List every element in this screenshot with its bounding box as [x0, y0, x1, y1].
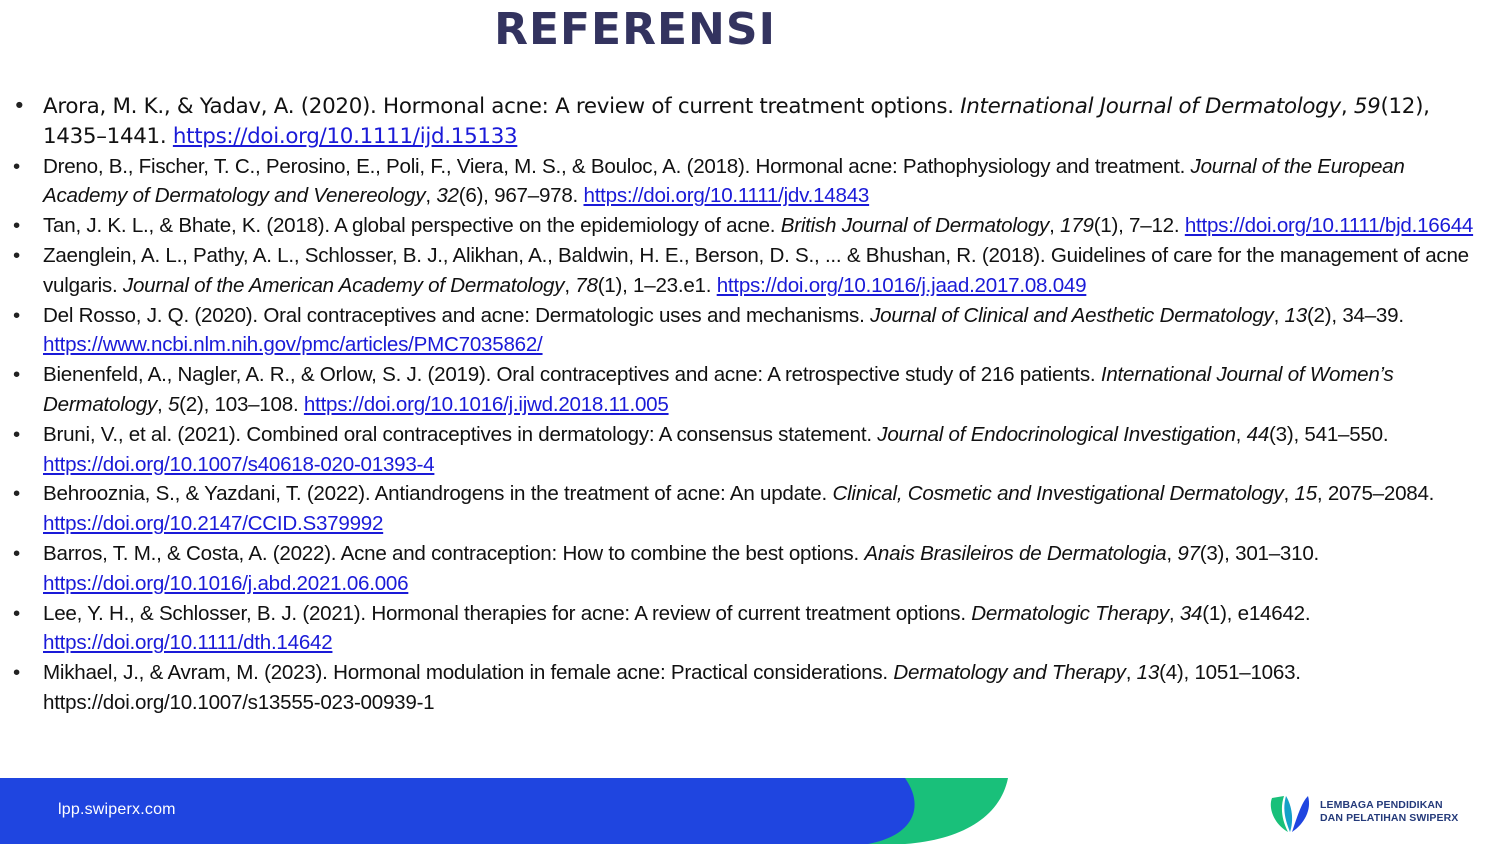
reference-volume: 44 — [1246, 422, 1270, 446]
reference-item — [13, 301, 1491, 361]
reference-separator: , — [1166, 541, 1178, 565]
reference-separator: , — [1168, 601, 1180, 625]
footer-url[interactable]: lpp.swiperx.com — [58, 801, 176, 818]
reference-journal: International Journal of Women’s Dermatology — [43, 363, 1394, 416]
reference-item — [13, 479, 1491, 539]
reference-journal: Journal of Endocrinological Investigation — [877, 422, 1236, 446]
reference-citation-text: Mikhael, J., & Avram, M. (2023). Hormonal modulation in female acne: Practical considerations. — [43, 661, 894, 685]
reference-volume: 78 — [575, 273, 598, 297]
reference-doi-link[interactable]: https://www.ncbi.nlm.nih.gov/pmc/articles/PMC7035862/ — [43, 333, 543, 357]
reference-citation-text: Dreno, B., Fischer, T. C., Perosino, E., Poli, F., Viera, M. S., & Bouloc, A. (2018). Hormonal acne: Pathophysiology and treatment. — [43, 154, 1191, 178]
reference-item — [13, 241, 1491, 301]
reference-separator: , — [1235, 422, 1247, 446]
reference-item — [13, 211, 1491, 241]
reference-doi-link[interactable]: https://doi.org/10.1016/j.abd.2021.06.006 — [43, 571, 409, 595]
reference-separator: , — [1273, 303, 1285, 327]
reference-separator: , — [157, 392, 168, 416]
reference-item — [13, 539, 1491, 599]
reference-doi-link[interactable]: https://doi.org/10.1111/dth.14642 — [43, 631, 333, 655]
reference-citation-text: Tan, J. K. L., & Bhate, K. (2018). A global perspective on the epidemiology of acne. — [43, 214, 781, 238]
reference-volume: 34 — [1179, 601, 1203, 625]
reference-volume: 97 — [1177, 541, 1200, 565]
reference-separator: , — [1125, 661, 1137, 685]
logo-text-line2: DAN PELATIHAN SWIPERX — [1320, 812, 1459, 824]
reference-citation-text: Barros, T. M., & Costa, A. (2022). Acne and contraception: How to combine the best options. — [43, 541, 865, 565]
reference-journal: Journal of Clinical and Aesthetic Dermatology — [870, 303, 1274, 327]
reference-pages: (2), 34–39. — [1306, 303, 1404, 327]
reference-item — [13, 420, 1491, 480]
page-title: REFERENSI — [494, 4, 776, 55]
reference-journal: Journal of the American Academy of Dermatology — [122, 273, 565, 297]
reference-pages: (6), 967–978. — [458, 184, 584, 208]
reference-doi-link[interactable]: https://doi.org/10.1016/j.ijwd.2018.11.005 — [303, 392, 669, 416]
reference-journal: Journal of the European Academy of Dermatology and Venereology — [43, 154, 1405, 208]
reference-volume: 59 — [1353, 94, 1381, 119]
reference-journal: Clinical, Cosmetic and Investigational Dermatology — [832, 482, 1284, 506]
reference-volume: 13 — [1284, 303, 1307, 327]
reference-journal: Anais Brasileiros de Dermatologia — [864, 541, 1167, 565]
logo-text-line1: LEMBAGA PENDIDIKAN — [1320, 799, 1443, 811]
reference-pages: (4), 1051–1063. — [1159, 661, 1301, 685]
swiperx-logo-icon — [1268, 792, 1318, 834]
reference-volume: 15 — [1294, 482, 1317, 506]
reference-pages: (3), 541–550. — [1269, 422, 1389, 446]
reference-citation-text: Behrooznia, S., & Yazdani, T. (2022). Antiandrogens in the treatment of acne: An update. — [43, 482, 833, 506]
reference-doi-link[interactable]: https://doi.org/10.1016/j.jaad.2017.08.049 — [716, 273, 1087, 297]
reference-volume: 179 — [1060, 214, 1094, 238]
reference-doi-link[interactable]: https://doi.org/10.1111/bjd.16644 — [1184, 214, 1474, 238]
reference-doi-link[interactable]: https://doi.org/10.1111/jdv.14843 — [583, 184, 870, 208]
reference-separator: , — [1340, 94, 1354, 119]
reference-journal: Dermatologic Therapy — [971, 601, 1169, 625]
reference-pages: (1), 7–12. — [1093, 214, 1185, 238]
reference-citation-text: Bienenfeld, A., Nagler, A. R., & Orlow, S. J. (2019). Oral contraceptives and acne: A retrospective study of 216 patients. — [43, 363, 1101, 387]
reference-separator: , — [425, 184, 437, 208]
reference-volume: 32 — [436, 184, 459, 208]
reference-journal: Dermatology and Therapy — [893, 661, 1126, 685]
reference-journal: International Journal of Dermatology — [960, 94, 1341, 119]
reference-pages: (1), 1–23.e1. — [597, 273, 717, 297]
reference-citation-text: Zaenglein, A. L., Pathy, A. L., Schlosser, B. J., Alikhan, A., Baldwin, H. E., Berson, D. S., ... & Bhushan, R. (2018). Guidelines of care for the management of acne vulgaris. — [43, 243, 1469, 297]
reference-item — [13, 658, 1491, 718]
reference-volume: 5 — [167, 392, 180, 416]
reference-item — [13, 360, 1491, 420]
reference-citation-text: Lee, Y. H., & Schlosser, B. J. (2021). Hormonal therapies for acne: A review of current treatment options. — [43, 601, 972, 625]
reference-item — [13, 92, 1491, 152]
reference-item — [13, 599, 1491, 659]
reference-doi-link[interactable]: https://doi.org/10.1007/s40618-020-01393-4 — [43, 452, 435, 476]
reference-pages: (1), e14642. — [1202, 601, 1311, 625]
reference-separator: , — [1283, 482, 1295, 506]
footer-bar — [0, 778, 1500, 844]
reference-citation-text: Del Rosso, J. Q. (2020). Oral contraceptives and acne: Dermatologic uses and mechanisms. — [43, 303, 871, 327]
reference-pages: (3), 301–310. — [1199, 541, 1320, 565]
reference-doi-link[interactable]: https://doi.org/10.1111/ijd.15133 — [172, 123, 518, 149]
reference-doi-link: https://doi.org/10.1007/s13555-023-00939-1 — [43, 690, 435, 714]
reference-doi-link[interactable]: https://doi.org/10.2147/CCID.S379992 — [43, 512, 384, 536]
reference-item — [13, 152, 1491, 212]
reference-volume: 13 — [1136, 661, 1160, 685]
reference-citation-text: Arora, M. K., & Yadav, A. (2020). Hormonal acne: A review of current treatment options. — [43, 94, 961, 119]
swiperx-logo — [1268, 792, 1478, 834]
reference-list — [13, 92, 1491, 718]
reference-separator: , — [564, 273, 576, 297]
reference-citation-text: Bruni, V., et al. (2021). Combined oral contraceptives in dermatology: A consensus statement. — [43, 422, 878, 446]
reference-pages: (12), 1435–1441. — [43, 94, 1430, 149]
reference-pages: (2), 103–108. — [179, 392, 304, 416]
reference-pages: , 2075–2084. — [1316, 482, 1435, 506]
reference-separator: , — [1049, 214, 1061, 238]
reference-journal: British Journal of Dermatology — [780, 214, 1050, 238]
